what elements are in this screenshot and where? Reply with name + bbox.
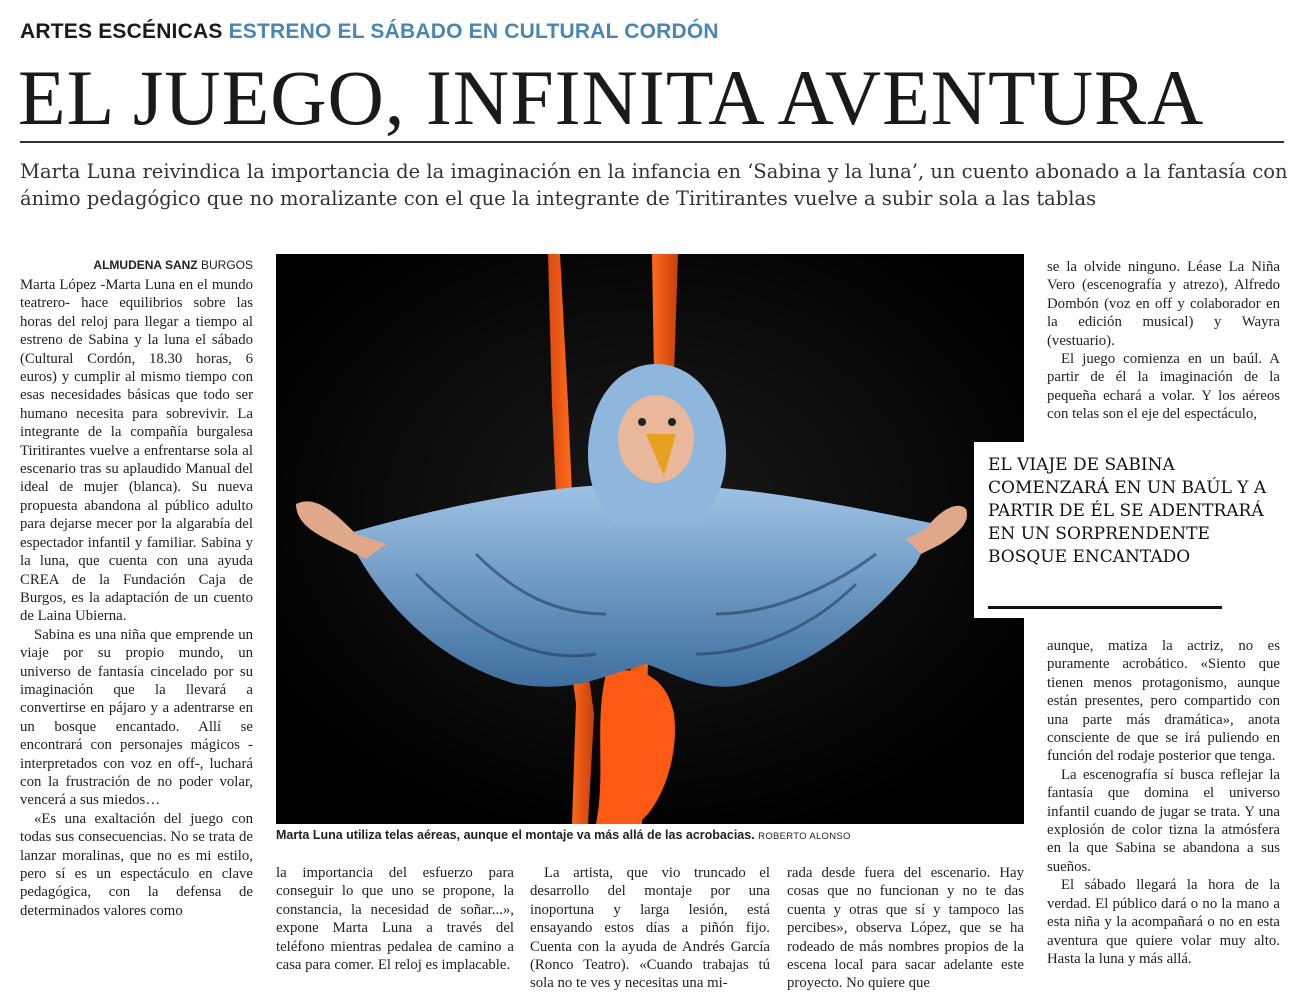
byline [20, 258, 253, 272]
paragraph: La artista, que vio truncado el desarrollo del montaje por una inoportuna y larga lesión, está ensayando estos días a piñón fijo. Cuenta con la ayuda de Andrés García (Ronco Teatro). «Cuando trabajas tú sola no te ves y necesitas una mi- [530, 865, 770, 992]
paragraph: se la olvide ninguno. Léase La Niña Vero (escenografía y atrezo), Alfredo Dombón (voz en off y colaborador en la edición musical) y Wayra (vestuario). [1047, 259, 1280, 349]
section-label: ARTES ESCÉNICAS [20, 20, 223, 43]
paragraph: «Es una exaltación del juego con todas sus consecuencias. No se trata de lanzar moralinas, que no es mi estilo, pero sí es un espectáculo en clave pedagógica, con la defensa de determinados valores como [20, 810, 253, 919]
paragraph: rada desde fuera del escenario. Hay cosas que no funcionan y no te das cuenta y otras que sí y tampoco las percibes», observa López, que se ha rodeado de más nombres propios de la escena local para sacar adelante este proyecto. No quiere que [787, 865, 1024, 992]
paragraph: aunque, matiza la actriz, no es puramente acrobático. «Siento que tienen menos protagonismo, aunque están presentes, pero compartido con una parte más dramática», anota consciente de que se irá puliendo en función del rodaje posterior que tenga. [1047, 638, 1280, 765]
article-column-3 [530, 864, 770, 993]
headline-rule [20, 141, 1284, 143]
paragraph: Sabina es una niña que emprende un viaje por su propio mundo, un universo de fantasía cincelado por su imaginación que la llevará a convertirse en pájaro y a adentrarse en un bosque encantado. Allí se encontrará con personajes mágicos -interpretados con voz en off-, luchará con la frustración de no poder volar, vencerá a sus miedos… [20, 626, 253, 809]
pull-quote-rule [988, 606, 1222, 609]
article-column-5-top [1047, 258, 1280, 424]
deck-subtitle: Marta Luna reivindica la importancia de la imaginación en la infancia en ‘Sabina y la luna’, un cuento abonado a la fantasía con ánimo pedagógico que no moralizante con el que la integrante de Tiritirantes vuelve a subir sola a las tablas [20, 160, 1288, 210]
aerial-performer-image [276, 254, 1024, 824]
article-column-5-bottom [1047, 637, 1280, 968]
byline-place: BURGOS [200, 258, 253, 272]
paragraph: Marta López -Marta Luna en el mundo teatrero- hace equilibrios sobre las horas del reloj para llegar a tiempo al estreno de Sabina y la luna el sábado (Cultural Cordón, 18.30 horas, 6 euros) y cumplir al mismo tiempo con esas necesidades básicas que todo ser humano necesita para sobrevivir. La integrante de la compañía burgalesa Tiritirantes vuelve a enfrentarse sola al escenario tras su aplaudido Manual del ideal de mujer (blanca). Su nueva propuesta abandona al público adulto para dejarse mecer por la algarabía del espectador infantil y familiar. Sabina y la luna, que cuenta con una ayuda CREA de la Fundación Caja de Burgos, es la adaptación de un cuento de Laina Ubierna. [20, 277, 253, 625]
section-kicker [20, 20, 719, 44]
photo-caption [276, 828, 1024, 842]
byline-author: ALMUDENA SANZ [93, 258, 198, 272]
headline: EL JUEGO, INFINITA AVENTURA [18, 54, 1205, 141]
pull-quote-text: EL VIAJE DE SABINA COMENZARÁ EN UN BAÚL Y A PARTIR DE ÉL SE ADENTRARÁ EN UN SORPRENDENTE BOSQUE ENCANTADO [988, 455, 1267, 567]
article-column-4 [787, 864, 1024, 993]
caption-text: Marta Luna utiliza telas aéreas, aunque el montaje va más allá de las acrobacias. [276, 828, 755, 842]
photo-credit: ROBERTO ALONSO [758, 831, 851, 842]
pull-quote [974, 442, 1294, 618]
paragraph: la importancia del esfuerzo para conseguir lo que uno se propone, la constancia, la necesidad de soñar...», expone Marta Luna a través del teléfono mientras pedalea de camino a casa para comer. El reloj es implacable. [276, 865, 514, 974]
article-column-1 [20, 276, 253, 920]
topic-label: ESTRENO EL SÁBADO EN CULTURAL CORDÓN [228, 20, 719, 43]
paragraph: El juego comienza en un baúl. A partir de él la imaginación de la pequeña echará a volar. Y los aéreos con telas son el eje del espectáculo, [1047, 351, 1280, 423]
performance-photo [276, 254, 1024, 824]
article-column-2 [276, 864, 514, 974]
paragraph: El sábado llegará la hora de la verdad. El público dará o no la mano a esta niña y la acompañará o no en esta aventura que quiere volar muy alto. Hasta la luna y más allá. [1047, 877, 1280, 967]
paragraph: La escenografía sí busca reflejar la fantasía que domina el universo infantil cuando de jugar se trata. Y una explosión de color tizna la atmósfera en la que Sabina se abandona a sus sueños. [1047, 766, 1280, 875]
